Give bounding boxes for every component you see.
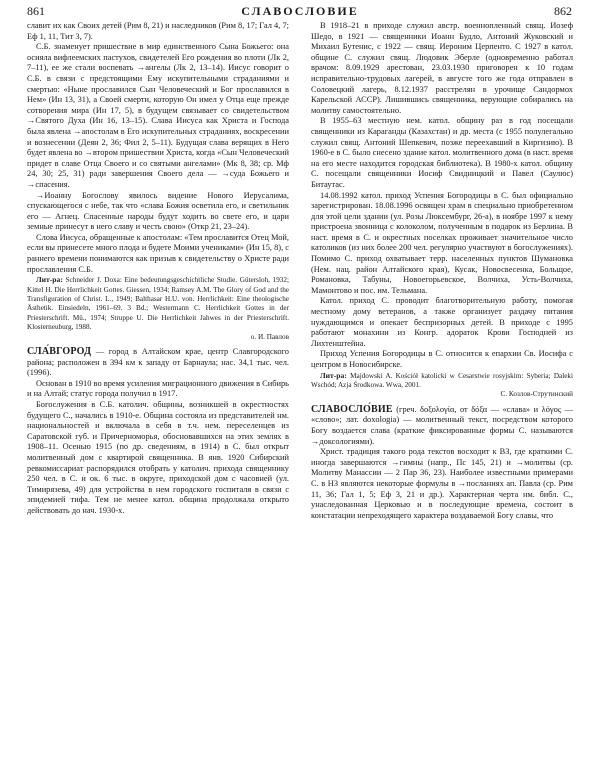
right-column	[311, 21, 573, 757]
author-signature: С. Козлов-Струтинский	[500, 390, 573, 399]
paragraph: 14.08.1992 катол. приход Успения Богородицы в С. был официально зарегистрирован. 18.08.1996 освящен храм в специально приобретенном для этой цели здании (ул. Розы Люксембург, 26-а), в ноябре 1997 к нему пристроена звонница с колоколом, полученным в подарок из Берлина. В наст. время в С. и окрестных поселках проживает значительное число католиков (из них более 200 чел. регулярно участвуют в богослужениях). Помимо С. приход охватывает терр. населенных пунктов Шумановка (Нем. нац. район Алтайского края), Кусак, Новосвесенка, Больщое, Романовка, Табуны, Новоегорьевское, Волчиха, Усть-Волчиха, Мамонтово и пос. им. Тельмана.	[311, 190, 573, 295]
page-number-left: 861	[27, 4, 45, 18]
paragraph: славит их как Своих детей (Рим 8, 21) и наследников (Рим 8, 17; Гал 4, 7; Еф 1, 11, Тит 3, 7).	[27, 21, 289, 41]
author-signature: о. И. Павлов	[250, 332, 289, 341]
paragraph: Слова Иисуса, обращенные к апостолам: «Тем прославится Отец Мой, если вы принесете много плода и будете Моими учениками» (Ин 15, 8), с раннего времени понимаются как призыв к свидетельству о Христе ради прославления С.Б.	[27, 232, 289, 274]
paragraph: В 1918–21 в приходе служил австр. военнопленный свящ. Иозеф Шедо, в 1921 — священники Иоанн Будло, Антоний Жуковский и Михаил Бутенис, с 1922 — свящ. Иероним Церпенто. С 1927 в катол. общине С. служил свящ. Людовик Эберле (одновременно работал врачом: 8.09.1929 арестован, 23.03.1930 приговорен к 10 годам исправительно-трудовых лагерей, в августе того же года отправлен в Соловецкий лагерь, 8.12.1937 расстрелян в урочище Сандормох Карельской АССР). Лишившись священника, верующие собирались на молитву самостоятельно.	[311, 21, 573, 115]
paragraph: Приход Успения Богородицы в С. относится к епархии Св. Иосифа с центром в Новосибирске.	[311, 349, 573, 369]
paragraph: Христ. традиция такого рода текстов восходит к ВЗ, где краткими С. иногда завершаются →гимны (напр., Пс 145, 21) и →молитвы (ср. Молитву Манассии — 2 Пар 36, 23). Наиболее известными примерами С. в НЗ являются некоторые формулы в →посланиях ап. Павла (ср. Рим 11, 36; Гал 1, 5; Еф 3, 21 и др.). Характерная черта нм. библ. С., унаследованная Церковью и в последующие времена, состоит в констатации непреходящего характера воздаваемой Богу славы, что	[311, 447, 573, 520]
paragraph: Основан в 1910 во время усиления миграционного движения в Сибирь и на Алтай; статус города получил в 1917.	[27, 378, 289, 399]
entry-heading	[311, 405, 573, 447]
literature-text: Schneider J. Doxa: Eine bedeutungsgeschichtliche Studie. Gütersloh, 1932; Kittel H. Die Herrlichkeit Gottes. Giessen, 1934; Ramsey A.M. The Glory of God and the Transfiguration of Christ. L., 1949; Balthasar H.U. von. Herrlichkeit: Eine theologische Ästhetik. Einsiedeln, 1961–69. 3 Bd.; Westermann C. Herrlichkeit Gottes in der Priesterschrift. Mü., 1974; Struppe U. Die Herrlichkeit Jahwes in der Priesterschrift. Klosterneuburg, 1988.	[27, 276, 289, 332]
entry-definition: (греч. δοξολογία, от δόξα — «слава» и λόγος — «слово»; лат. doxologia) — молитвенный текст, посредством которого Богу воздается слава (краткие фиксированные формы С. называются →доксологиями).	[311, 404, 573, 446]
literature-text: Majdowski A. Kościół katolicki w Cesarstwie rosyjskim: Syberia; Daleki Wschód; Azja Środkowa. Wwa, 2001.	[311, 371, 573, 389]
left-column	[27, 21, 289, 757]
page-number-right: 862	[554, 4, 572, 18]
literature-label: Лит-ра:	[320, 370, 347, 380]
entry-heading	[27, 347, 289, 379]
entry-term: СЛА́ВГОРОД	[27, 346, 92, 358]
running-head-title: СЛАВОСЛОВИЕ	[241, 4, 359, 18]
literature-label: Лит-ра:	[36, 275, 63, 285]
page-header	[0, 0, 600, 20]
paragraph: С.Б. знаменует пришествие в мир единственного Сына Божьего: она осияла вифлеемских пастухов, свидетелей Его рождения во плоти (Лк 2, 7–11), ее же стали воспевать →ангелы (Лк 2, 13–14). Иисус говорит о С.Б. в связи с предстоящими Ему искупительными страданиями и смертью: «Ныне прославился Сын Человеческий и Бог прославился в Нем» (Ин 13, 31), а Своей смерти, которую Он имел у Отца еще прежде сотворения мира (Ин 17, 5), в будущем связывает со свидетельством →Святого Духа (Ин 16, 13–15). Слава Иисуса как Христа и Господа была явлена →апостолам в Его искупительных страданиях, воскресении и вознесении (Деян 2, 36; Фил 2, 5–11). Будущая слава верящих в Него будет явлена во →втором пришествии Христа, когда «Сын Человеческий придет в славе Отца Своего и со святыми ангелами» (Мк 8, 38; ср. Мф 24, 30; 25, 31) ради завершения Своего дела — →суда Божьего и →спасения.	[27, 42, 289, 189]
paragraph: В 1955–63 местную нем. катол. общину раз в год посещали священники из Караганды (Казахстан) и др. места (с 1955 полулегально служил свящ. Антоний Шепкевич, позже переехавший в Киргизию). В 1960-е в С. было снесено здание катол. молитвенного дома (в наст. время на его месте находится городская библиотека). В 1980-х катол. общину С. посещали священники Иосиф Свидницкий и Павел (Саулюс) Битаутас.	[311, 116, 573, 189]
paragraph: →Иоанну Богослову явилось видение Нового Иерусалима, спускающегося с небе, так что «слава Божия осветила его, и светильник его — Агнец. Спасенные народы будут ходить во свете его, и цари земные принесут в него славу и честь свою» (Откр 21, 23–24).	[27, 190, 289, 232]
literature-list	[27, 275, 289, 332]
paragraph: Катол. приход С. проводит благотворительную работу, помогая местному дому ветеранов, а также организует раздачу питания нуждающимся и опекает беспризорных детей. В приходе с 1995 работают монахини из Конгр. адораток Крови Господней из Лихтенштейна.	[311, 296, 573, 348]
entry-definition: — город в Алтайском крае, центр Славгородского района; расположен в 394 км к западу от Барнаула; нас. 34,1 тыс. чел. (1996).	[27, 347, 289, 378]
paragraph: Богослужения в С.Б. католич. общины, возникшей в окрестностях будущего С., начались в 1910-е. Община состояла из представителей нм. национальностей и включала в себя в т.ч. нем. переселенцев из Саратовской губ. и Причерноморья, обосновавшихся на этих землях в 1908–11. Осенью 1915 (по др. сведениям, в 1914) в С. был открыт молитвенный дом с квартирой священника. В янв. 1920 Сибирский ревкомиссариат распорядился отобрать у католич. прихода священнику 250 чел. в С. и ок. 6 тыс. в округе, приходской дом с часовней (ул. Тимирязева, 49) для устройства в нем городского госпиталя в связи с эпидемией тифа. Тем не менее катол. община продолжала открыто действовать до нач. 1930-х.	[27, 400, 289, 515]
literature-list	[311, 371, 573, 391]
entry-term: СЛАВОСЛО́ВИЕ	[311, 403, 393, 415]
